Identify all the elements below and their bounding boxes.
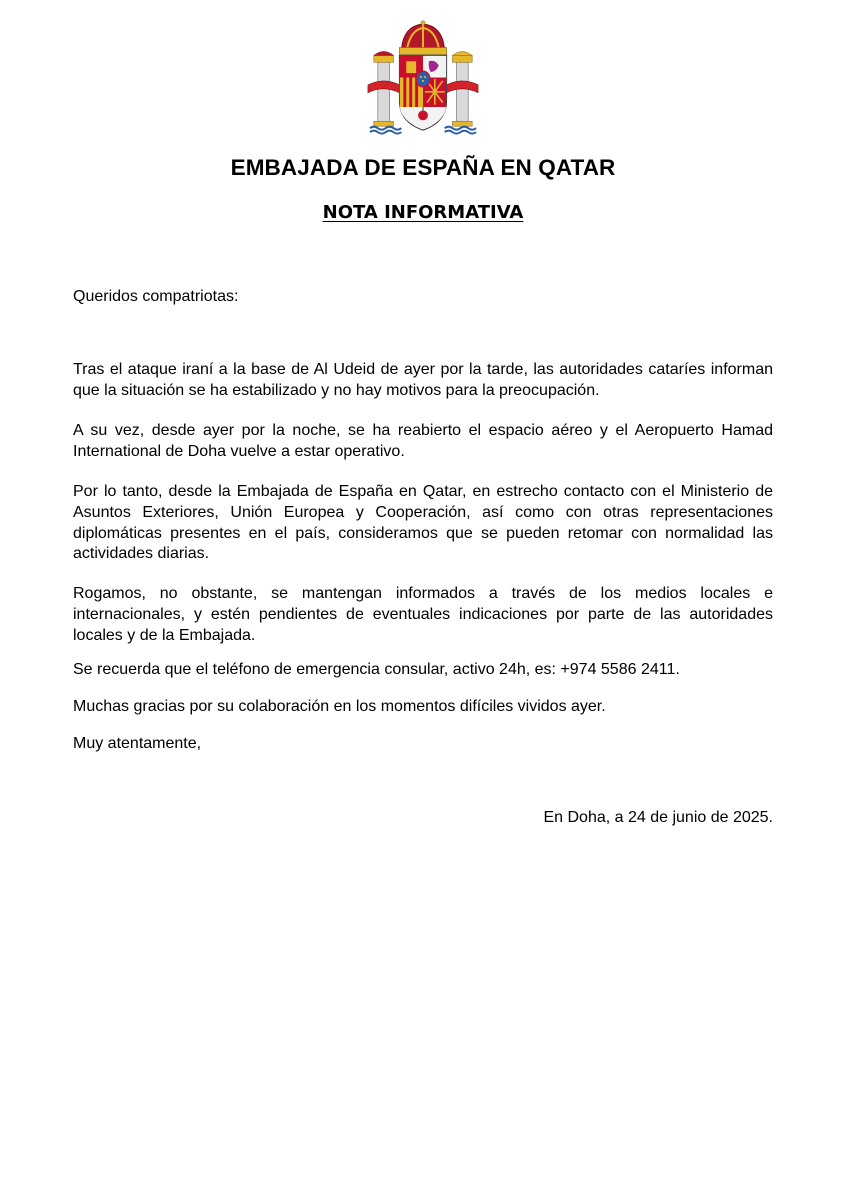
paragraph-attack-situation: Tras el ataque iraní a la base de Al Udeid de ayer por la tarde, las autoridades cataríes informan que la situación se ha estabilizado y no hay motivos para la preocupación. — [73, 361, 773, 399]
paragraph-resume-activities: Por lo tanto, desde la Embajada de España en Qatar, en estrecho contacto con el Ministerio de Asuntos Exteriores, Unión Europea y Cooperación, así como con otras representaciones diplomáticas presentes en el país, consideramos que se pueden retomar con normalidad las actividades diarias. — [73, 483, 773, 563]
salutation: Queridos compatriotas: — [73, 288, 239, 305]
shield — [399, 55, 446, 130]
left-pillar — [370, 51, 401, 133]
spain-coat-of-arms-icon — [364, 20, 482, 138]
embassy-title: EMBAJADA DE ESPAÑA EN QATAR — [230, 155, 616, 180]
paragraph-thanks: Muchas gracias por su colaboración en los momentos difíciles vividos ayer. — [73, 698, 606, 715]
royal-crown — [399, 21, 446, 55]
place-date: En Doha, a 24 de junio de 2025. — [543, 809, 773, 826]
paragraph-airspace-reopened: A su vez, desde ayer por la noche, se ha reabierto el espacio aéreo y el Aeropuerto Hamad International de Doha vuelve a estar operativo. — [73, 422, 773, 460]
paragraph-emergency-phone: Se recuerda que el teléfono de emergencia consular, activo 24h, es: +974 5586 2411. — [73, 661, 680, 678]
document-subtitle: NOTA INFORMATIVA — [322, 202, 524, 223]
paragraph-stay-informed: Rogamos, no obstante, se mantengan informados a través de los medios locales e internacionales, y estén pendientes de eventuales indicaciones por parte de las autoridades locales y de la Embajada. — [73, 585, 773, 644]
closing: Muy atentamente, — [73, 735, 202, 752]
right-pillar — [445, 51, 476, 133]
